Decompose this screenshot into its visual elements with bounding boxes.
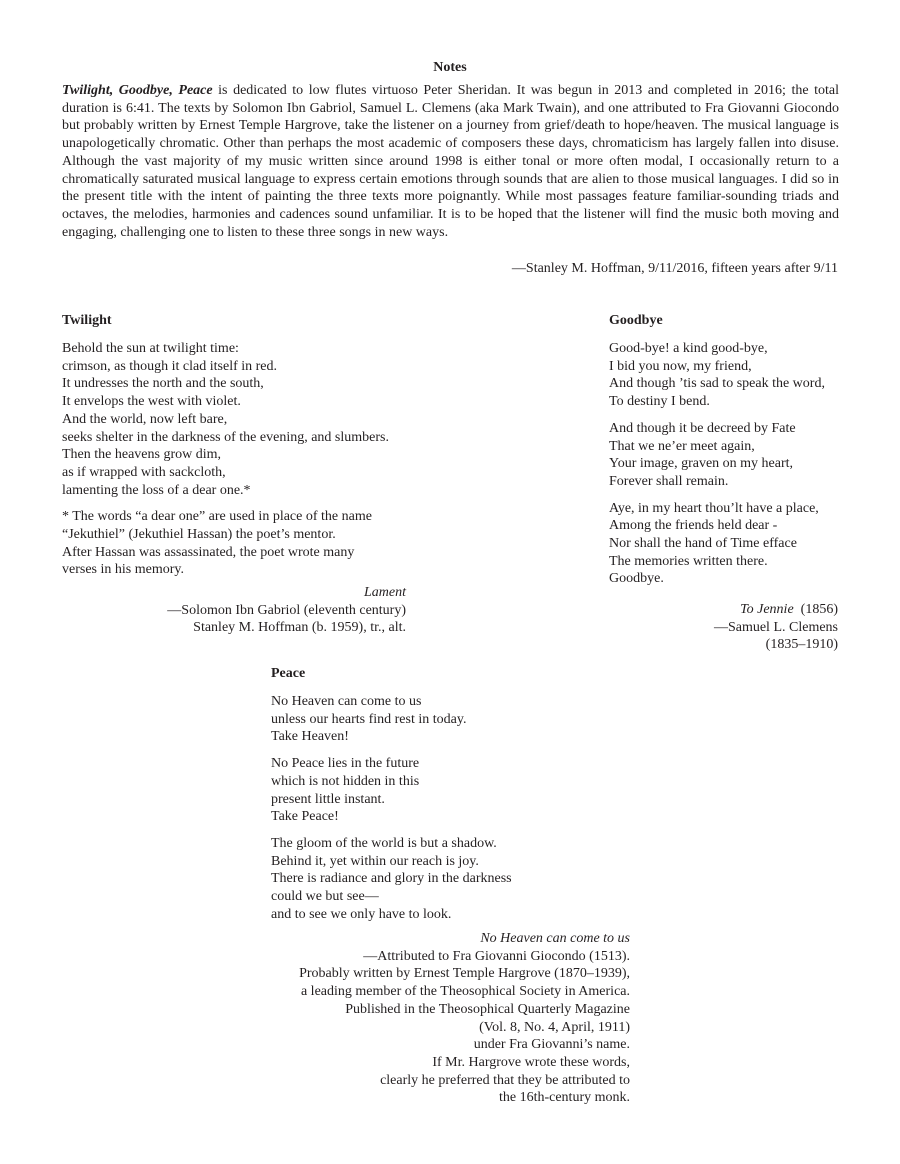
poem-line: I bid you now, my friend, [609,358,752,374]
twilight-credit [167,584,406,637]
poem-line: Good-bye! a kind good-bye, [609,341,768,356]
poem-line: and to see we only have to look. [271,906,452,922]
twilight-section [62,312,389,579]
goodbye-credit [714,601,838,654]
poem-line: It envelops the west with violet. [62,394,241,410]
twilight-title: Twilight [62,313,112,328]
credit-line: —Solomon Ibn Gabriol (eleventh century) [167,602,406,618]
poem-line: Take Peace! [271,809,339,825]
poem-line: Behind it, yet within our reach is joy. [271,853,479,869]
poem-line: Nor shall the hand of Time efface [609,536,797,552]
notes-paragraph [62,82,839,241]
credit-line: the 16th-century monk. [498,1090,630,1106]
poem-line: To destiny I bend. [609,394,710,410]
poem-line: unless our hearts find rest in today. [271,711,467,727]
peace-stanza [271,755,512,826]
credit-line: (Vol. 8, No. 4, April, 1911) [479,1019,630,1035]
goodbye-title: Goodbye [609,313,663,328]
goodbye-section [609,312,825,588]
credit-line: clearly he preferred that they be attributed to [380,1072,630,1088]
poem-line: And though ’tis sad to speak the word, [609,376,825,392]
credit-line: Stanley M. Hoffman (b. 1959), tr., alt. [193,620,406,636]
credit-line: a leading member of the Theosophical Society in America. [300,984,630,1000]
twilight-poem [62,340,389,499]
credit-line: —Attributed to Fra Giovanni Giocondo (1513). [363,948,630,964]
goodbye-stanza [609,500,825,589]
poem-line: No Heaven can come to us [271,694,422,709]
poem-line: as if wrapped with sackcloth, [62,464,226,480]
credit-line: If Mr. Hargrove wrote these words, [432,1054,630,1070]
poem-line: No Peace lies in the future [271,756,420,772]
poem-line: Take Heaven! [271,729,349,745]
credit-line: Published in the Theosophical Quarterly Magazine [345,1001,630,1017]
footnote-line: verses in his memory. [62,562,184,578]
goodbye-stanza [609,340,825,411]
notes-body-text: is dedicated to low flutes virtuoso Peter Sheridan. It was begun in 2013 and completed in 2016; the total duration is 6:41. The texts by Solomon Ibn Gabriol, Samuel L. Clemens (aka Mark Twain), and one attributed to Fra Giovanni Giocondo but probably written by Ernest Temple Hargrove, take the listener on a journey from grief/death to hope/heaven. The musical language is unapologetically chromatic. Other than perhaps the most academic of composers these days, chromaticism has largely fallen into disuse. Although the vast majority of my music written since around 1998 is either tonal or more often modal, I occasionally return to a chromatically saturated musical language to express certain emotions through sounds that are alien to those musical languages. I did so in the present title with the intent of painting the three texts more poignantly. While most passages feature familiar-sounding triads and octaves, the melodies, harmonies and cadences sound unfamiliar. It is to be hoped that the listener will find the music both moving and engaging, challenging one to listen to these three songs in new ways. [62,83,839,240]
twilight-footnote [62,508,389,579]
goodbye-source-title: To Jennie [740,602,794,617]
poem-line: which is not hidden in this [271,773,420,789]
goodbye-source-year: (1856) [800,602,838,617]
poem-line: There is radiance and glory in the darkness [271,871,512,887]
poem-line: It undresses the north and the south, [62,376,264,392]
peace-stanza [271,693,512,746]
peace-section [271,665,512,923]
credit-line: (1835–1910) [765,637,838,653]
twilight-source-title: Lament [364,585,406,600]
credit-line: Probably written by Ernest Temple Hargrove (1870–1939), [299,966,630,982]
peace-credit [299,930,630,1107]
poem-line: seeks shelter in the darkness of the evening, and slumbers. [62,429,389,445]
peace-stanza [271,835,512,924]
poem-line: Then the heavens grow dim, [62,447,222,463]
poem-line: Your image, graven on my heart, [609,456,794,472]
poem-line: And the world, now left bare, [62,411,228,427]
notes-heading: Notes [433,60,467,75]
credit-line: —Samuel L. Clemens [713,619,838,635]
poem-line: And though it be decreed by Fate [609,420,796,436]
footnote-line: After Hassan was assassinated, the poet wrote many [62,544,355,560]
poem-line: Behold the sun at twilight time: [62,341,239,356]
footnote-line: “Jekuthiel” (Jekuthiel Hassan) the poet’s mentor. [62,527,336,543]
peace-title: Peace [271,666,306,681]
poem-line: That we ne’er meet again, [609,438,755,454]
poem-line: Aye, in my heart thou’lt have a place, [609,500,819,516]
poem-line: lamenting the loss of a dear one.* [62,482,251,498]
poem-line: The memories written there. [609,553,768,569]
notes-signature: —Stanley M. Hoffman, 9/11/2016, fifteen years after 9/11 [511,261,838,276]
notes-title-italic: Twilight, Goodbye, Peace [62,83,213,98]
credit-line: under Fra Giovanni’s name. [473,1037,630,1053]
poem-line: could we but see— [271,889,379,905]
poem-line: Goodbye. [609,571,664,587]
poem-line: present little instant. [271,791,385,807]
poem-line: The gloom of the world is but a shadow. [271,835,497,851]
poem-line: Among the friends held dear - [609,518,778,534]
goodbye-stanza [609,420,825,491]
peace-source-title: No Heaven can come to us [480,931,630,946]
poem-line: crimson, as though it clad itself in red. [62,358,278,374]
poem-line: Forever shall remain. [609,473,729,489]
footnote-line: * The words “a dear one” are used in place of the name [62,509,372,525]
